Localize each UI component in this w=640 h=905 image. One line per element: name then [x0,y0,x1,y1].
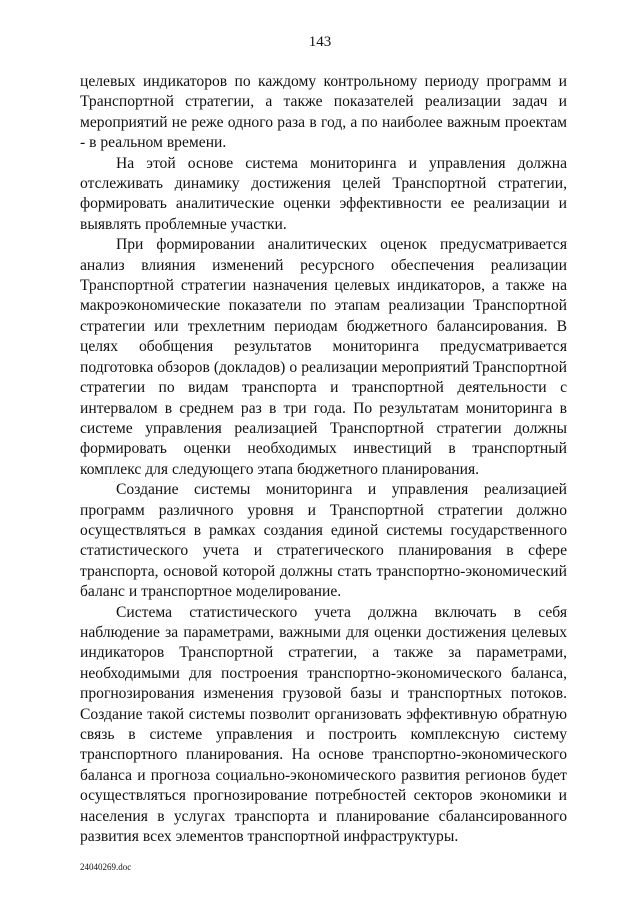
paragraph-3: При формировании аналитических оценок предусматривается анализ влияния изменений ресурсного обеспечения реализации Транспортной стратегии назначения целевых индикаторов, а также на макроэкономические показатели по этапам реализации Транспортной стратегии или трехлетним периодам бюджетного балансирования. В целях обобщения результатов мониторинга предусматривается подготовка обзоров (докладов) о реализации мероприятий Транспортной стратегии по видам транспорта и транспортной деятельности с интервалом в среднем раз в три года. По результатам мониторинга в системе управления реализацией Транспортной стратегии должны формировать оценки необходимых инвестиций в транспортный комплекс для следующего этапа бюджетного планирования. [80,236,567,478]
paragraph-2: На этой основе система мониторинга и управления должна отслеживать динамику достижения целей Транспортной стратегии, формировать аналитические оценки эффективности ее реализации и выявлять проблемные участки. [80,154,567,233]
paragraph-5: Система статистического учета должна включать в себя наблюдение за параметрами, важными для оценки достижения целевых индикаторов Транспортной стратегии, а также за параметрами, необходимыми для построения транспортно-экономического баланса, прогнозирования изменения грузовой базы и транспортных потоков. Создание такой системы позволит организовать эффективную обратную связь в системе управления и построить комплексную систему транспортного планирования. На основе транспортно-экономического баланса и прогноза социально-экономического развития регионов будет осуществляться прогнозирование потребностей секторов экономики и населения в услугах транспорта и планирование сбалансированного развития всех элементов транспортной инфраструктуры. [80,603,567,846]
paragraph-1: целевых индикаторов по каждому контрольному периоду программ и Транспортной стратегии, а также показателей реализации задач и мероприятий не реже одного раза в год, а по наиболее важным проектам - в реальном времени. [80,73,567,152]
footer-filename: 24040269.doc [80,862,132,872]
page-number: 143 [308,34,332,50]
document-body [80,72,567,847]
paragraph-4: Создание системы мониторинга и управления реализацией программ различного уровня и Транспортной стратегии должно осуществляться в рамках создания единой системы государственного статистического учета и стратегического планирования в сфере транспорта, основой которой должны стать транспортно-экономический баланс и транспортное моделирование. [80,481,567,601]
